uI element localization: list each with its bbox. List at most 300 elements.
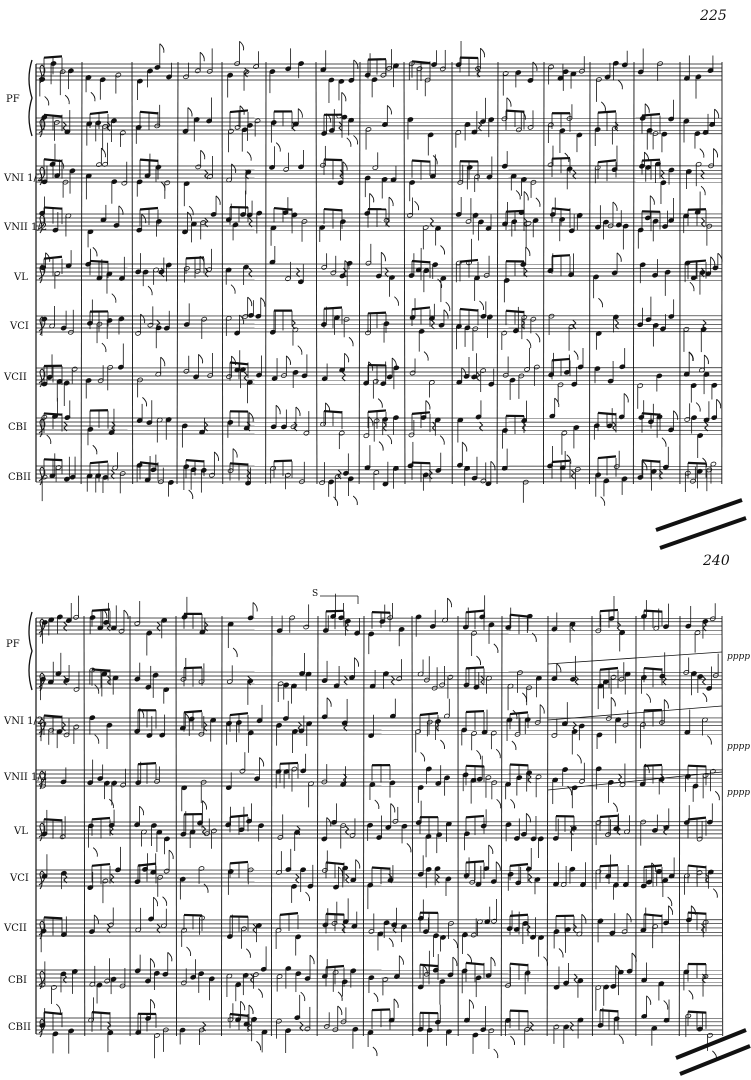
system1-rest: [701, 170, 704, 179]
system1-flag: [189, 490, 193, 499]
system1-rest: [430, 218, 433, 227]
system2-beam: [600, 816, 618, 817]
system2-flag: [611, 697, 615, 706]
system1-flag: [370, 193, 374, 202]
system1-beam: [44, 257, 62, 259]
system2-beam: [326, 966, 344, 968]
system1-flag: [249, 413, 253, 422]
system2-rest: [391, 676, 394, 685]
system1-barline: [222, 62, 223, 484]
system2-flag: [664, 700, 668, 709]
system2-flag: [338, 867, 342, 876]
label-vl-2: VL: [14, 826, 28, 837]
system2-flag: [356, 860, 360, 869]
system1-beam: [230, 110, 248, 112]
system1-flag: [388, 435, 392, 444]
system1-flag: [347, 138, 351, 147]
system1-flag: [240, 41, 244, 50]
system2-flag: [496, 749, 500, 758]
system2-flag: [447, 598, 451, 607]
system1-flag: [188, 107, 192, 116]
label-cb1-1: CBI: [8, 422, 27, 433]
system2-flag: [619, 1035, 623, 1044]
dynamic-marking: pppp: [727, 788, 751, 798]
system2-flag: [249, 1005, 253, 1014]
system1-rest: [385, 268, 388, 277]
system2-beam: [92, 818, 110, 819]
system1-rest: [339, 122, 342, 131]
system1-flag: [617, 253, 621, 262]
system1-flag: [392, 358, 396, 367]
system2-flag: [559, 949, 563, 958]
system1-flag: [387, 105, 391, 114]
system2-rest: [527, 924, 530, 933]
system2-flag: [305, 892, 309, 901]
system1-beam: [140, 208, 158, 209]
system1-flag: [160, 44, 164, 53]
system1-flag: [536, 198, 540, 207]
system1-beam: [552, 461, 570, 462]
system1-rest: [205, 218, 208, 227]
system1-flag: [650, 196, 654, 205]
system1-beam: [186, 257, 204, 258]
system1-beam: [368, 313, 386, 314]
system2-flag: [391, 803, 395, 812]
system2-flag: [713, 889, 717, 898]
system2-flag: [93, 848, 97, 857]
system1-flag: [102, 343, 106, 352]
system2-rest: [344, 676, 347, 685]
system2-beam: [184, 667, 202, 668]
system2-flag: [453, 939, 457, 948]
system1-flag: [349, 337, 353, 346]
system2-beam: [466, 861, 484, 862]
system2-flag: [646, 694, 650, 703]
system2-flag: [627, 913, 631, 922]
system1-rest: [340, 170, 343, 179]
system1-barline: [633, 62, 634, 484]
label-vc2-2: VCII: [4, 923, 27, 934]
system1-flag: [93, 445, 97, 454]
system2-rest: [619, 774, 622, 783]
system2-barline: [722, 616, 723, 1036]
system1-flag: [444, 310, 448, 319]
system1-flag: [507, 98, 511, 107]
system2-flag: [394, 999, 398, 1008]
system2-rest: [481, 676, 484, 685]
system2-flag: [476, 656, 480, 665]
system1-flag: [690, 282, 694, 291]
system1-rest: [63, 122, 66, 131]
system1-flag: [696, 403, 700, 412]
system2-rest: [346, 874, 349, 883]
system1-flag: [187, 212, 191, 221]
system2-beam: [184, 711, 202, 712]
system2-rest: [204, 722, 207, 731]
system2-rest: [343, 774, 346, 783]
label-cb2-1: CBII: [8, 472, 31, 483]
system2-flag: [140, 806, 144, 815]
system1-rest: [249, 268, 252, 277]
system1-beam: [598, 160, 616, 162]
system1-flag: [298, 109, 302, 118]
system1-beam: [688, 261, 706, 262]
system2-flag: [375, 800, 379, 809]
system1-piano-brace: [29, 60, 32, 136]
system2-flag: [494, 644, 498, 653]
system2-barline: [271, 616, 272, 1036]
system1-flag: [353, 135, 357, 144]
system1-flag: [389, 197, 393, 206]
system2-barline: [679, 616, 680, 1036]
system1-flag: [480, 48, 484, 57]
system2-rest: [702, 924, 705, 933]
system2-beam: [230, 713, 248, 715]
system1-barline: [81, 62, 82, 484]
system1-beam: [324, 307, 342, 308]
system1-flag: [148, 286, 152, 295]
system1-flag: [717, 399, 721, 408]
system1-beam: [642, 160, 660, 161]
system1-flag: [342, 92, 346, 101]
system2-beam: [280, 763, 298, 764]
dynamic-marking: pppp: [727, 652, 751, 662]
system2-flag: [668, 897, 672, 906]
system2-rest: [64, 622, 67, 631]
system1-flag: [643, 461, 647, 470]
dynamic-marking: pppp: [727, 742, 751, 752]
system1-beam: [368, 410, 386, 411]
system1-flag: [93, 247, 97, 256]
system2-flag: [494, 1049, 498, 1058]
system1-rest: [524, 268, 527, 277]
system2-beam: [420, 713, 438, 715]
system1-flag: [598, 298, 602, 307]
system1-flag: [624, 393, 628, 402]
system1-flag: [440, 245, 444, 254]
system1-flag: [231, 285, 235, 294]
system2-rest: [157, 622, 160, 631]
system2-beam: [644, 710, 662, 711]
system2-flag: [233, 648, 237, 657]
system2-flag: [540, 705, 544, 714]
system1-flag: [463, 443, 467, 452]
system1-flag: [701, 186, 705, 195]
system1-rest: [522, 422, 525, 431]
system2-flag: [491, 957, 495, 966]
system2-flag: [467, 954, 471, 963]
system2-flag: [95, 685, 99, 694]
system2-flag: [664, 1001, 668, 1010]
system2-rest: [253, 924, 256, 933]
system2-flag: [526, 813, 530, 822]
system1-beam: [552, 158, 570, 159]
system1-flag: [381, 252, 385, 261]
system2-beam: [600, 865, 618, 866]
system2-rest: [436, 874, 439, 883]
system2-flag: [557, 664, 561, 673]
system2-barline: [84, 616, 85, 1036]
system1-flag: [296, 407, 300, 416]
system2-flag: [253, 602, 257, 611]
system1-rest: [701, 218, 704, 227]
system1-barline: [543, 62, 544, 484]
system1-flag: [426, 400, 430, 409]
system1-flag: [446, 302, 450, 311]
system2-beam: [510, 915, 528, 916]
system2-flag: [669, 906, 673, 915]
system1-rest: [429, 470, 432, 479]
system2-flag: [510, 799, 514, 808]
system2-rest: [111, 874, 114, 883]
system1-flag: [527, 339, 531, 348]
system2-beam: [510, 864, 528, 866]
system2-rest: [203, 1022, 206, 1031]
system2-beam: [92, 864, 110, 866]
system2-beam: [280, 913, 298, 915]
system1-flag: [214, 452, 218, 461]
system2-flag: [354, 658, 358, 667]
system2-flag: [715, 791, 719, 800]
system1-flag: [715, 109, 719, 118]
system1-flag: [248, 297, 252, 306]
label-cb2-2: CBII: [8, 1022, 31, 1033]
label-pf-2: PF: [6, 639, 20, 650]
system2-beam: [326, 611, 344, 612]
system2-flag: [522, 693, 526, 702]
system2-rest: [300, 1022, 303, 1031]
system1-flag: [378, 399, 382, 408]
system2-beam: [138, 864, 156, 866]
system2-beam: [466, 611, 484, 613]
system2-flag: [399, 956, 403, 965]
system2-flag: [453, 957, 457, 966]
system2-flag: [256, 1041, 260, 1050]
label-vc1-2: VCI: [10, 873, 29, 884]
label-pf-1: PF: [6, 94, 20, 105]
system1-flag: [101, 148, 105, 157]
system2-flag: [373, 1047, 377, 1056]
system1-flag: [286, 356, 290, 365]
system2-flag: [259, 757, 263, 766]
system2-flag: [582, 914, 586, 923]
system1-flag: [199, 354, 203, 363]
system2-rest: [296, 874, 299, 883]
label-vn2-1: VNII 1/2: [4, 222, 48, 233]
system1-flag: [353, 496, 357, 505]
system1-flag: [45, 96, 49, 105]
system2-flag: [109, 799, 113, 808]
system1-rest: [205, 268, 208, 277]
system1-flag: [601, 102, 605, 111]
system1-flag: [233, 449, 237, 458]
system1-flag: [718, 253, 722, 262]
label-vn2-2: VNII 1/2: [4, 772, 48, 783]
system1-flag: [516, 190, 520, 199]
system1-flag: [298, 346, 302, 355]
system2-flag: [389, 938, 393, 947]
system1-flag: [276, 143, 280, 152]
system2-flag: [169, 850, 173, 859]
system2-beam: [644, 865, 662, 867]
system2-flag: [95, 735, 99, 744]
system2-barline: [317, 616, 318, 1036]
system1-barline: [132, 62, 133, 484]
system1-barline: [316, 62, 317, 484]
system2-flag: [163, 897, 167, 906]
system2-beam: [372, 1009, 390, 1010]
system1-rest: [573, 170, 576, 179]
label-vn1-1: VNI 1/2: [4, 173, 44, 184]
system1-rest: [480, 422, 483, 431]
system1-barline: [359, 62, 360, 484]
system1-flag: [247, 152, 251, 161]
system1-flag: [65, 95, 69, 104]
system2-flag: [338, 1006, 342, 1015]
system1-flag: [662, 438, 666, 447]
system2-rest: [342, 924, 345, 933]
system2-beam: [644, 765, 662, 766]
system2-flag: [202, 801, 206, 810]
system1-flag: [141, 314, 145, 323]
system2-flag: [150, 958, 154, 967]
system2-flag: [241, 1001, 245, 1010]
system2-barline: [547, 616, 548, 1036]
system2-beam: [510, 712, 528, 714]
system2-beam: [230, 815, 248, 817]
system1-rest: [205, 422, 208, 431]
system1-rest: [342, 372, 345, 381]
label-cb1-2: CBI: [8, 975, 27, 986]
system1-beam: [506, 211, 524, 212]
system2-beam: [466, 711, 484, 712]
label-vn1-2: VNI 1/2: [4, 716, 44, 727]
system1-beam: [412, 412, 430, 414]
system2-flag: [476, 750, 480, 759]
system1-flag: [711, 257, 715, 266]
system2-piano-brace: [29, 612, 32, 690]
system2-flag: [151, 999, 155, 1008]
system1-barline: [497, 62, 498, 484]
system2-flag: [246, 949, 250, 958]
system1-flag: [704, 355, 708, 364]
system1-beam: [642, 114, 660, 116]
system1-flag: [216, 196, 220, 205]
system1-rest: [247, 470, 250, 479]
system1-barline: [404, 62, 405, 484]
system2-beam: [230, 862, 248, 863]
system2-rest: [107, 924, 110, 933]
system1-flag: [536, 333, 540, 342]
system1-flag: [345, 353, 349, 362]
rehearsal-mark: S: [312, 589, 319, 599]
system1-flag: [645, 104, 649, 113]
system2-beam: [600, 610, 618, 611]
system2-beam: [688, 818, 706, 820]
system2-flag: [613, 803, 617, 812]
system1-flag: [112, 294, 116, 303]
system2-flag: [407, 843, 411, 852]
system2-flag: [496, 862, 500, 871]
system2-rest: [157, 924, 160, 933]
system1-flag: [200, 52, 204, 61]
system1-barline: [177, 62, 178, 484]
system2-flag: [153, 897, 157, 906]
page-number-225: 225: [700, 8, 727, 24]
system1-flag: [601, 497, 605, 506]
system1-flag: [479, 301, 483, 310]
system1-flag: [91, 92, 95, 101]
system1-flag: [618, 80, 622, 89]
system1-flag: [713, 148, 717, 157]
system1-beam: [90, 112, 108, 114]
system2-flag: [689, 990, 693, 999]
system2-flag: [497, 799, 501, 808]
system2-barline: [412, 616, 413, 1036]
system2-flag: [327, 698, 331, 707]
system1-flag: [491, 461, 495, 470]
system1-flag: [424, 352, 428, 361]
system1-flag: [524, 191, 528, 200]
system1-flag: [142, 397, 146, 406]
system2-flag: [187, 947, 191, 956]
system1-rest: [205, 170, 208, 179]
system2-flag: [258, 989, 262, 998]
system2-flag: [440, 740, 444, 749]
system2-beam: [466, 816, 484, 817]
system1-flag: [354, 60, 358, 69]
system1-flag: [161, 357, 165, 366]
system2-beam: [92, 609, 110, 610]
system2-barline: [363, 616, 364, 1036]
system2-flag: [707, 736, 711, 745]
system1-flag: [261, 298, 265, 307]
system2-flag: [204, 884, 208, 893]
system1-rest: [249, 218, 252, 227]
system2-rest: [62, 722, 65, 731]
system2-beam: [600, 668, 618, 670]
system2-flag: [94, 915, 98, 924]
system2-flag: [310, 955, 314, 964]
system1-flag: [47, 435, 51, 444]
system1-beam: [598, 111, 616, 112]
system1-rest: [244, 372, 247, 381]
system1-flag: [415, 201, 419, 210]
label-vc2-1: VCII: [4, 372, 27, 383]
system1-flag: [440, 436, 444, 445]
system2-flag: [338, 992, 342, 1001]
system1-rest: [296, 268, 299, 277]
system2-flag: [374, 993, 378, 1002]
system1-flag: [574, 351, 578, 360]
system2-flag: [647, 996, 651, 1005]
system2-flag: [168, 952, 172, 961]
system1-flag: [201, 150, 205, 159]
system2-beam: [466, 667, 484, 668]
system2-flag: [577, 754, 581, 763]
system1-flag: [613, 202, 617, 211]
system1-beam: [274, 461, 292, 462]
system1-rest: [64, 422, 67, 431]
system1-flag: [526, 247, 530, 256]
system1-beam: [44, 56, 62, 57]
system1-beam: [460, 260, 478, 262]
system1-flag: [533, 62, 537, 71]
system1-beam: [552, 255, 570, 256]
system2-rest: [570, 1022, 573, 1031]
system2-flag: [56, 1004, 60, 1013]
system1-beam: [90, 462, 108, 464]
